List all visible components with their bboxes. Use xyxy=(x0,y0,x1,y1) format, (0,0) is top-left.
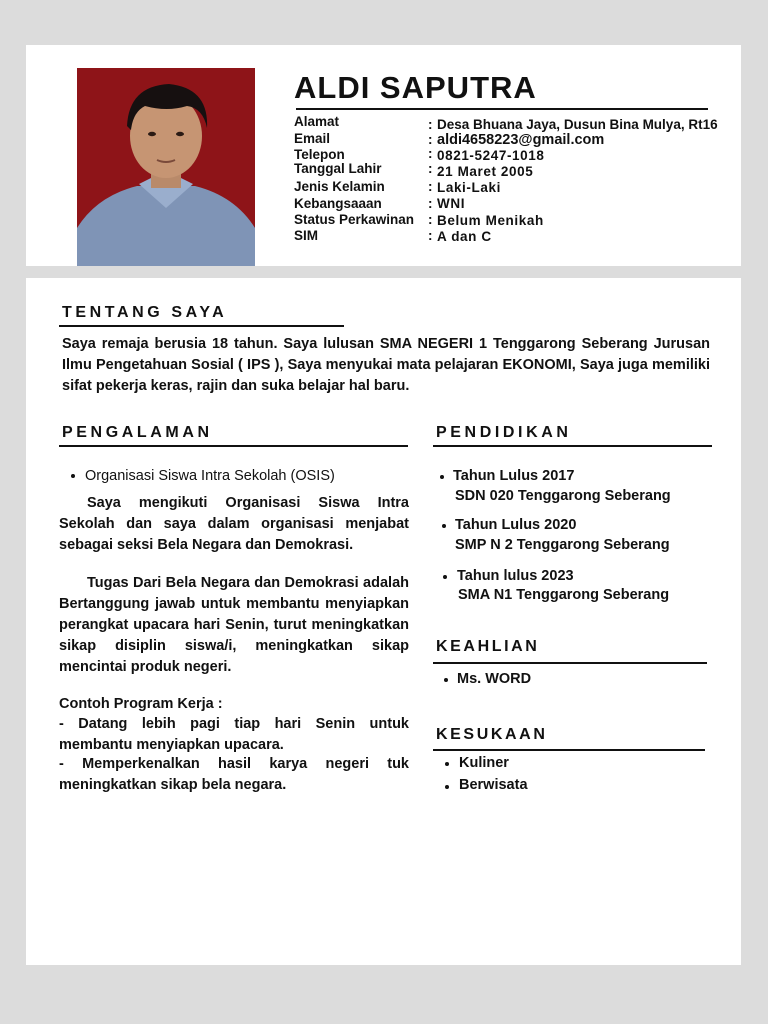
info-label-license: SIM xyxy=(294,228,319,243)
info-label-phone: Telepon xyxy=(294,147,345,162)
person-portrait-icon xyxy=(77,68,255,266)
education-year: Tahun Lulus 2020 xyxy=(455,517,577,533)
section-divider-skills xyxy=(433,662,707,664)
section-title-skills: KEAHLIAN xyxy=(436,638,540,655)
info-colon: : xyxy=(428,146,433,161)
info-label-nationality: Kebangsaaan xyxy=(294,196,382,211)
experience-paragraph-2: Tugas Dari Bela Negara dan Demokrasi adalah Bertanggung jawab untuk membantu menyiapkan perangkat upacara hari Senin, turut meningkatkan sikap disiplin siswa/i, meningkatkan sikap mencintai produk negeri. xyxy=(59,575,409,675)
info-colon: : xyxy=(428,117,433,132)
info-label-email: Email xyxy=(294,131,331,146)
section-divider-hobbies xyxy=(433,749,705,751)
section-title-about: TENTANG SAYA xyxy=(62,304,228,321)
experience-item: Organisasi Siswa Intra Sekolah (OSIS) xyxy=(85,468,335,484)
bullet-icon xyxy=(442,524,446,528)
info-value-license: A dan C xyxy=(437,229,492,244)
bullet-icon xyxy=(443,575,447,579)
education-school: SDN 020 Tenggarong Seberang xyxy=(455,488,671,504)
hobby-item: Berwisata xyxy=(459,777,528,793)
bullet-icon xyxy=(445,762,449,766)
info-value-birthdate: 21 Maret 2005 xyxy=(437,164,534,179)
bullet-icon xyxy=(440,475,444,479)
education-school: SMP N 2 Tenggarong Seberang xyxy=(455,537,670,553)
section-divider-experience xyxy=(59,445,408,447)
bullet-icon xyxy=(71,474,75,478)
program-item-2: - Memperkenalkan hasil karya negeri tuk meningkatkan sikap bela negara. xyxy=(59,756,409,793)
education-year: Tahun Lulus 2017 xyxy=(453,468,575,484)
info-label-birthdate: Tanggal Lahir xyxy=(294,161,382,176)
education-year: Tahun lulus 2023 xyxy=(457,568,574,584)
info-value-phone: 0821-5247-1018 xyxy=(437,148,545,163)
info-colon: : xyxy=(428,228,433,243)
info-colon: : xyxy=(428,179,433,194)
profile-photo xyxy=(77,68,255,266)
bullet-icon xyxy=(444,678,448,682)
info-value-marital-status: Belum Menikah xyxy=(437,213,544,228)
experience-paragraph-1: Saya mengikuti Organisasi Siswa Intra Sekolah dan saya dalam organisasi menjabat sebagai seksi Bela Negara dan Demokrasi. xyxy=(59,495,409,553)
hobby-item: Kuliner xyxy=(459,755,509,771)
info-label-gender: Jenis Kelamin xyxy=(294,179,385,194)
education-school: SMA N1 Tenggarong Seberang xyxy=(458,587,670,603)
section-divider-education xyxy=(433,445,712,447)
about-paragraph: Saya remaja berusia 18 tahun. Saya lulusan SMA NEGERI 1 Tenggarong Seberang Jurusan Ilmu Pengetahuan Sosial ( IPS ), Saya menyukai mata pelajaran EKONOMI, Saya juga memiliki sifat pekerja keras, rajin dan suka belajar hal baru. xyxy=(62,336,710,394)
full-name: ALDI SAPUTRA xyxy=(294,70,537,105)
section-divider-about xyxy=(59,325,344,327)
skill-item: Ms. WORD xyxy=(457,671,532,687)
info-colon: : xyxy=(428,132,433,147)
section-title-experience: PENGALAMAN xyxy=(62,424,213,441)
section-title-education: PENDIDIKAN xyxy=(436,424,572,441)
info-colon: : xyxy=(428,161,433,176)
info-value-gender: Laki-Laki xyxy=(437,180,501,195)
info-colon: : xyxy=(428,212,433,227)
program-title: Contoh Program Kerja : xyxy=(59,696,223,712)
info-value-email: aldi4658223@gmail.com xyxy=(437,132,605,148)
info-value-address: Desa Bhuana Jaya, Dusun Bina Mulya, Rt16 xyxy=(437,117,718,132)
bullet-icon xyxy=(445,785,449,789)
info-label-marital-status: Status Perkawinan xyxy=(294,212,415,227)
name-divider xyxy=(296,108,708,110)
info-colon: : xyxy=(428,196,433,211)
section-title-hobbies: KESUKAAN xyxy=(436,726,548,743)
info-label-address: Alamat xyxy=(294,114,340,129)
program-item-1: - Datang lebih pagi tiap hari Senin untuk membantu menyiapkan upacara. xyxy=(59,716,409,753)
info-value-nationality: WNI xyxy=(437,196,466,211)
